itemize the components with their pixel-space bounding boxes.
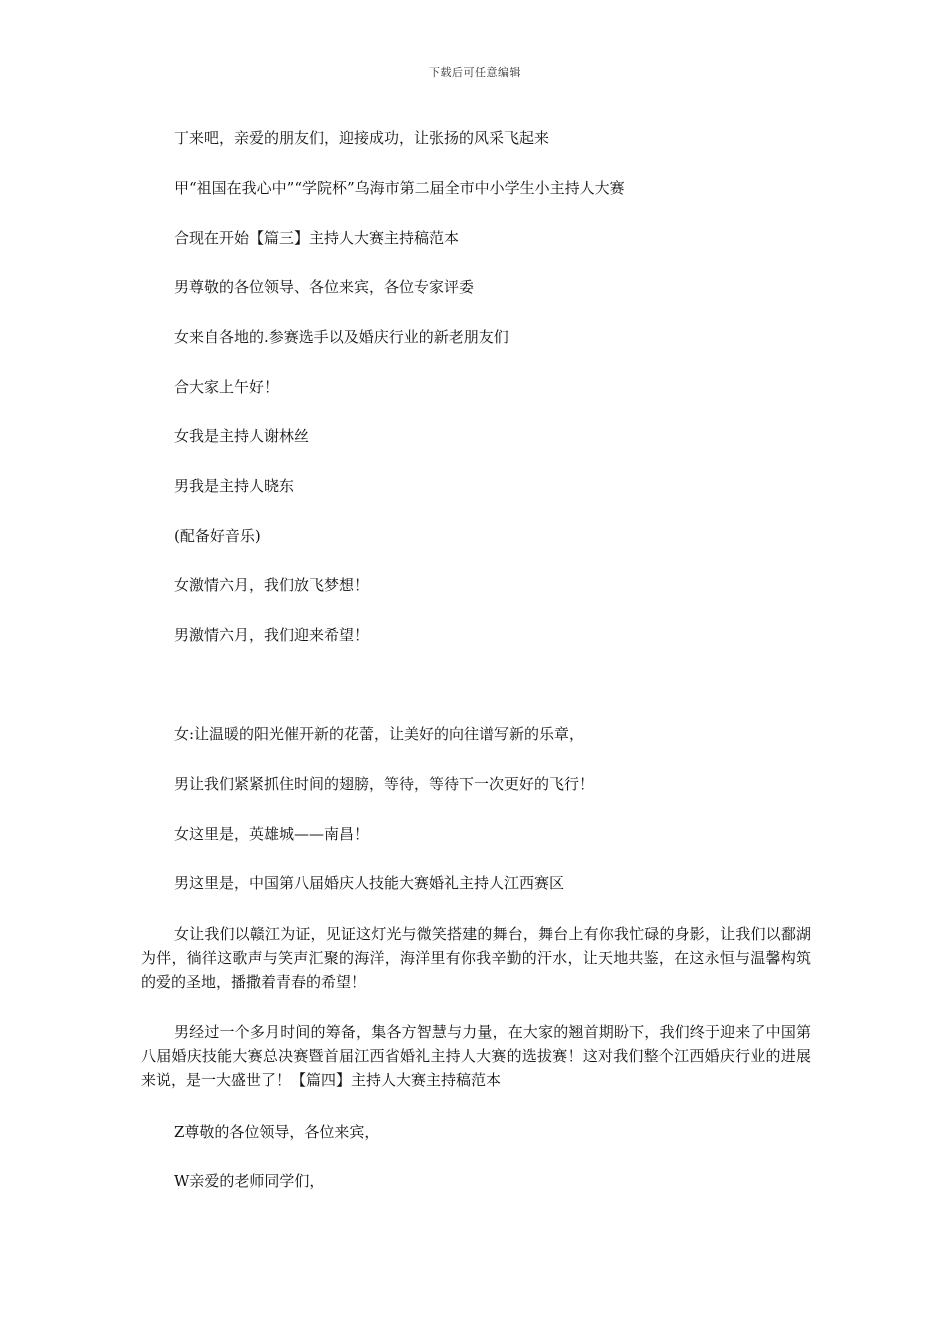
script-line: 丁来吧，亲爱的朋友们，迎接成功，让张扬的风采飞起来 [174, 129, 550, 147]
script-line: (配备好音乐) [174, 527, 261, 545]
script-line: 女我是主持人谢林丝 [174, 427, 310, 445]
script-line: 合大家上午好！ [174, 378, 280, 396]
script-line: 男这里是，中国第八届婚庆人技能大赛婚礼主持人江西赛区 [174, 874, 565, 892]
script-line: 男我是主持人晓东 [174, 477, 295, 495]
script-line: 女:让温暖的阳光催开新的花蕾，让美好的向往谱写新的乐章， [174, 725, 585, 743]
script-paragraph: 男经过一个多月时间的筹备，集各方智慧与力量，在大家的翘首期盼下，我们终于迎来了中国第八届婚庆技能大赛总决赛暨首届江西省婚礼主持人大赛的选拔赛！这对我们整个江西婚庆行业的进展来说，是一大盛世了！【篇四】主持人大赛主持稿范本 [141, 1023, 811, 1089]
script-line: 男激情六月，我们迎来希望！ [174, 626, 370, 644]
script-line: Z尊敬的各位领导，各位来宾， [174, 1123, 380, 1141]
script-line: 男尊敬的各位领导、各位来宾，各位专家评委 [174, 278, 475, 296]
script-line: W亲爱的老师同学们， [174, 1172, 325, 1190]
script-line: 女来自各地的.参赛选手以及婚庆行业的新老朋友们 [174, 328, 509, 346]
script-line: 甲“祖国在我心中”“学院杯”乌海市第二届全市中小学生小主持人大赛 [174, 179, 625, 197]
script-paragraph: 女让我们以赣江为证，见证这灯光与微笑搭建的舞台，舞台上有你我忙碌的身影，让我们以鄱湖为伴，徜徉这歌声与笑声汇聚的海洋，海洋里有你我辛勤的汗水，让天地共鉴，在这永恒与温馨构筑的爱的圣地，播撒着青春的希望！ [141, 925, 811, 991]
page-header-note: 下载后可任意编辑 [429, 66, 521, 79]
script-line: 女激情六月，我们放飞梦想！ [174, 576, 370, 594]
script-line: 女这里是，英雄城——南昌！ [174, 825, 370, 843]
script-line: 合现在开始【篇三】主持人大赛主持稿范本 [174, 229, 460, 247]
script-line: 男让我们紧紧抓住时间的翅膀，等待，等待下一次更好的飞行！ [174, 775, 595, 793]
